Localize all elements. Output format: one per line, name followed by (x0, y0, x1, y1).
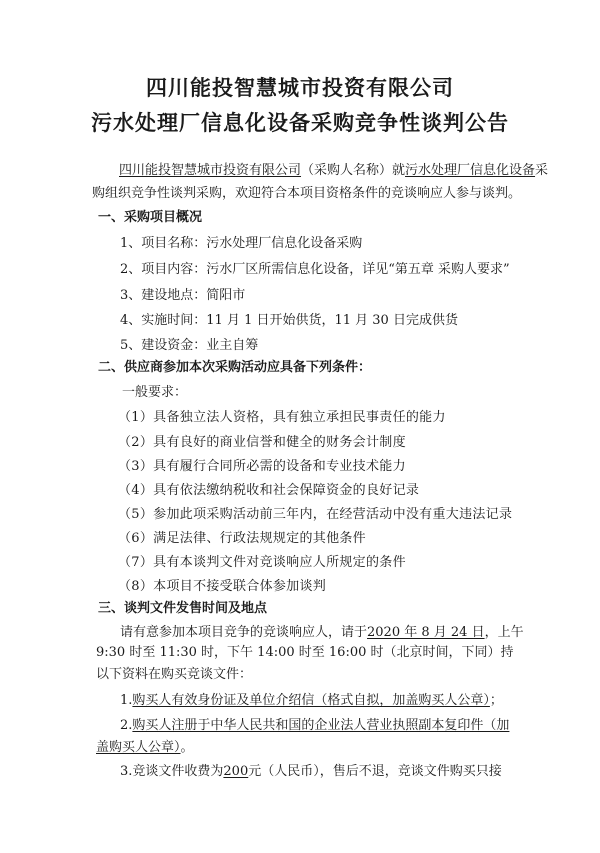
doc-end: 。 (180, 740, 194, 755)
section-1-item: 4、实施时间：11 月 1 日开始供货，11 月 30 日完成供货 (120, 313, 458, 328)
section-1-item: 1、项目名称：污水处理厂信息化设备采购 (120, 236, 363, 251)
doc-end: ； (489, 693, 503, 708)
purchaser-note: （采购人名称）就 (301, 163, 406, 178)
requirement-item: （2）具有良好的商业信誉和健全的财务会计制度 (118, 435, 406, 450)
doc-text: 盖购买人公章） (96, 740, 181, 755)
requirement-item: （3）具有履行合同所必需的设备和专业技术能力 (118, 459, 406, 474)
required-document-3 (120, 764, 502, 780)
para-text: ，上午 (484, 625, 524, 640)
doc-number: 2. (120, 718, 133, 733)
section-1-item: 5、建设资金：业主自筹 (120, 338, 259, 353)
para-text: 请有意参加本项目竞争的竞谈响应人，请于 (120, 625, 368, 640)
doc-text: 购买人有效身份证及单位介绍信（格式自拟，加盖购买人公章） (132, 693, 490, 708)
section-1-item: 3、建设地点：简阳市 (120, 288, 246, 303)
requirement-item: （6）满足法律、行政法规规定的其他条件 (118, 531, 366, 546)
requirement-item: （4）具有依法缴纳税收和社会保障资金的良好记录 (118, 483, 420, 498)
sale-date: 2020 年 8 月 24 日 (367, 625, 485, 640)
section-2-heading: 二、供应商参加本次采购活动应具备下列条件： (98, 360, 372, 375)
doc-text: 3.竞谈文件收费为 (120, 764, 224, 779)
intro-line-1 (119, 163, 548, 179)
intro-line-2: 购组织竞争性谈判采购，欢迎符合本项目资格条件的竞谈响应人参与谈判。 (92, 186, 522, 201)
required-document-2 (120, 718, 509, 734)
section-3-heading: 三、谈判文件发售时间及地点 (98, 601, 268, 616)
requirement-item: （1）具备独立法人资格，具有独立承担民事责任的能力 (118, 410, 446, 425)
section-3-para-line-3: 以下资料在购买竞谈文件： (96, 667, 253, 682)
section-3-para-line-1 (120, 625, 524, 641)
doc-text: 元（人民币），售后不退，竞谈文件购买只接 (248, 764, 502, 779)
section-1-item: 2、项目内容：污水厂区所需信息化设备，详见“第五章 采购人要求” (120, 262, 510, 277)
requirement-item: （7）具有本谈判文件对竞谈响应人所规定的条件 (118, 555, 406, 570)
general-requirements-label: 一般要求： (122, 385, 188, 400)
requirement-item: （8）本项目不接受联合体参加谈判 (118, 579, 327, 594)
project-short-name: 污水处理厂信息化设备 (405, 163, 536, 178)
purchaser-name: 四川能投智慧城市投资有限公司 (119, 163, 302, 178)
required-document-1 (120, 693, 503, 709)
section-3-para-line-2: 9:30 时至 11:30 时，下午 14:00 时至 16:00 时（北京时间，下同）持 (96, 645, 514, 660)
company-title: 四川能投智慧城市投资有限公司 (146, 76, 454, 100)
requirement-item: （5）参加此项采购活动前三年内，在经营活动中没有重大违法记录 (118, 507, 513, 522)
notice-title: 污水处理厂信息化设备采购竞争性谈判公告 (91, 111, 509, 135)
doc-text: 购买人注册于中华人民共和国的企业法人营业执照副本复印件（加 (132, 718, 510, 733)
required-document-2-cont (96, 740, 194, 756)
intro-line1-tail: 采 (535, 163, 549, 178)
doc-number: 1. (120, 693, 133, 708)
section-1-heading: 一、采购项目概况 (98, 210, 203, 225)
fee-amount: 200 (223, 764, 249, 779)
